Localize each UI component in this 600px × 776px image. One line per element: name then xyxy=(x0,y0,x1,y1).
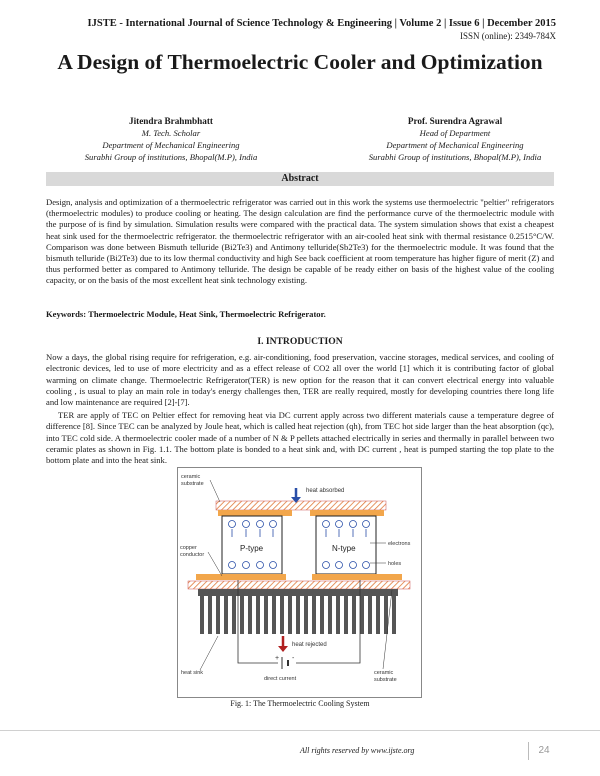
heat-sink-fin xyxy=(304,596,308,634)
author-dept: Department of Mechanical Engineering xyxy=(386,140,524,150)
heat-sink-fin xyxy=(392,596,396,634)
minus-sign: - xyxy=(292,655,295,662)
top-ceramic-plate xyxy=(216,501,386,510)
n-carrier xyxy=(350,521,357,528)
heat-sink-base xyxy=(198,589,398,596)
bottom-copper-right xyxy=(312,574,402,580)
heat-sink-fin xyxy=(312,596,316,634)
ceramic-label: ceramic xyxy=(181,474,201,480)
author-dept: Department of Mechanical Engineering xyxy=(102,140,240,150)
top-copper-left xyxy=(218,510,292,516)
heat-sink-fin xyxy=(344,596,348,634)
top-copper-right xyxy=(310,510,384,516)
abstract-heading: Abstract xyxy=(46,172,554,186)
heat-sink-fins xyxy=(200,596,396,634)
copper-leader xyxy=(208,552,222,576)
heat-sink-fin xyxy=(264,596,268,634)
figure xyxy=(177,467,422,698)
heat-sink-fin xyxy=(288,596,292,634)
heat-sink-fin xyxy=(336,596,340,634)
n-carrier xyxy=(336,562,343,569)
bottom-ceramic-plate xyxy=(188,581,410,589)
author-name: Jitendra Brahmbhatt xyxy=(129,116,213,126)
heat-sink-fin xyxy=(240,596,244,634)
heat-sink-fin xyxy=(376,596,380,634)
section-heading: I. INTRODUCTION xyxy=(257,336,343,347)
author-block-1 xyxy=(46,115,296,163)
heat-sink-fin xyxy=(328,596,332,634)
bottom-copper-left xyxy=(196,574,286,580)
paragraph-1: Now a days, the global rising require for refrigeration, e.g. air-conditioning, food preservation, vaccine storages, medical services, and cooling of electronic devices, led to use of more electricity and as a effect release of CO2 all over the world [1] which it is contributing factor of global warming on climate change. Thermoelectric Refrigerator(TER) is new option for the reason that it can convert electrical energy into valuable cooling , is usual to play an main role in today's energy challenges then, TER are really required, mostly for developing countries there long life and low maintenance are required [2]-[7]. xyxy=(46,352,554,408)
footer-rights: All rights reserved by www.ijste.org xyxy=(300,746,415,755)
paragraph-2: TER are apply of TEC on Peltier effect for removing heat via DC current apply across two different materials cause a temperature degree of difference [8]. Since TEC can be analyzed by Joule heat, which is called heat rejection (qh), from TEC hot side larger than the heat absorption (qc), into TEC cold side. A thermoelectric cooler made of a number of N & P pellets attached electrically in series and thermally in parallel between two ceramic plates as shown in Fig. 1.1. The bottom plate is bonded to a heat sink and, with DC current , heat is pumped starting the top plate to the bottom plate and into the heat sink. xyxy=(46,410,554,466)
substrate-label: substrate xyxy=(181,481,204,487)
n-carrier xyxy=(350,562,357,569)
abstract-text: Design, analysis and optimization of a thermoelectric refrigerator was carried out in this work the systems use thermoelectric "peltier" refrigerators (thermoelectric modules) to produce cooling or heating. The design calculation are find the performance curve of the thermoelectric module with the purpose of is find by simulation. Simulation results were compared with the practical data. The system simulation shows that exist a cheapest heat sink used for the thermoelectric refrigerator. the thermoelectric refrigerator with an air-cooled heat sink with thermal resistance 0.2515°C/W. Comparison was done between Bismuth telluride (Bi2Te3) and Antimony telluride(Sb2Te3) for the thermoelectric module. It was found that the bismuth telluride (Bi2Te3) due to its low thermal conductivity and high See back coefficient at room temperature has higher figure of merit (Z) and thus performed better as compared to Antimony telluride. The design be capable of be ready either on basis of the highest value of the cooling capacity, or on the basis of the most excellent heat sink technology existing. xyxy=(46,197,554,286)
heat-sink-fin xyxy=(232,596,236,634)
heat-sink-fin xyxy=(368,596,372,634)
n-carrier xyxy=(336,521,343,528)
heat-rejected-arrowhead xyxy=(278,646,288,652)
copper-label: copper xyxy=(180,545,197,551)
plus-sign: + xyxy=(275,655,280,662)
n-carrier xyxy=(323,562,330,569)
p-carrier xyxy=(229,562,236,569)
heat-rejected-label: heat rejected xyxy=(292,642,327,648)
p-carrier xyxy=(257,521,264,528)
heat-sink-fin xyxy=(248,596,252,634)
electrons-label: electrons xyxy=(388,541,411,547)
thermoelectric-diagram xyxy=(178,468,421,697)
p-carrier xyxy=(243,521,250,528)
keywords: Keywords: Thermoelectric Module, Heat Sink, Thermoelectric Refrigerator. xyxy=(46,309,326,319)
journal-header: IJSTE - International Journal of Science Technology & Engineering | Volume 2 | Issue 6 | December 2015 xyxy=(87,18,556,29)
p-carrier xyxy=(270,521,277,528)
issn: ISSN (online): 2349-784X xyxy=(460,31,556,41)
author-block-2 xyxy=(330,115,580,163)
ceramic-label-2: ceramic xyxy=(374,670,394,676)
conductor-label: conductor xyxy=(180,552,205,558)
page-number: 24 xyxy=(528,742,559,760)
heat-sink-fin xyxy=(208,596,212,634)
author-role: Head of Department xyxy=(419,128,491,138)
n-type-label: N-type xyxy=(332,544,356,553)
p-carrier xyxy=(270,562,277,569)
n-carrier xyxy=(363,562,370,569)
heat-sink-fin xyxy=(200,596,204,634)
holes-label: holes xyxy=(388,561,402,567)
heat-sink-fin xyxy=(360,596,364,634)
author-role: M. Tech. Scholar xyxy=(141,128,201,138)
heat-sink-fin xyxy=(296,596,300,634)
heat-sink-fin xyxy=(320,596,324,634)
paper-title: A Design of Thermoelectric Cooler and Optimization xyxy=(57,50,543,74)
n-carrier xyxy=(363,521,370,528)
footer-divider xyxy=(0,730,600,731)
author-inst: Surabhi Group of institutions, Bhopal(M.P), India xyxy=(368,152,542,162)
p-carrier xyxy=(229,521,236,528)
author-inst: Surabhi Group of institutions, Bhopal(M.P), India xyxy=(84,152,258,162)
heat-absorbed-label: heat absorbed xyxy=(306,488,345,494)
heat-sink-fin xyxy=(256,596,260,634)
heat-sink-fin xyxy=(216,596,220,634)
heat-sink-fin xyxy=(272,596,276,634)
figure-caption: Fig. 1: The Thermoelectric Cooling System xyxy=(230,699,370,708)
p-type-label: P-type xyxy=(240,544,264,553)
heat-sink-leader xyxy=(200,636,218,670)
heat-sink-fin xyxy=(352,596,356,634)
p-carrier xyxy=(257,562,264,569)
p-carrier xyxy=(243,562,250,569)
author-name: Prof. Surendra Agrawal xyxy=(407,116,503,126)
substrate-label-2: substrate xyxy=(374,677,397,683)
n-carrier xyxy=(323,521,330,528)
ceramic-leader xyxy=(210,480,220,502)
heat-sink-fin xyxy=(224,596,228,634)
dc-source-label: direct current xyxy=(264,676,297,682)
heat-sink-label: heat sink xyxy=(181,670,204,676)
heat-sink-fin xyxy=(280,596,284,634)
